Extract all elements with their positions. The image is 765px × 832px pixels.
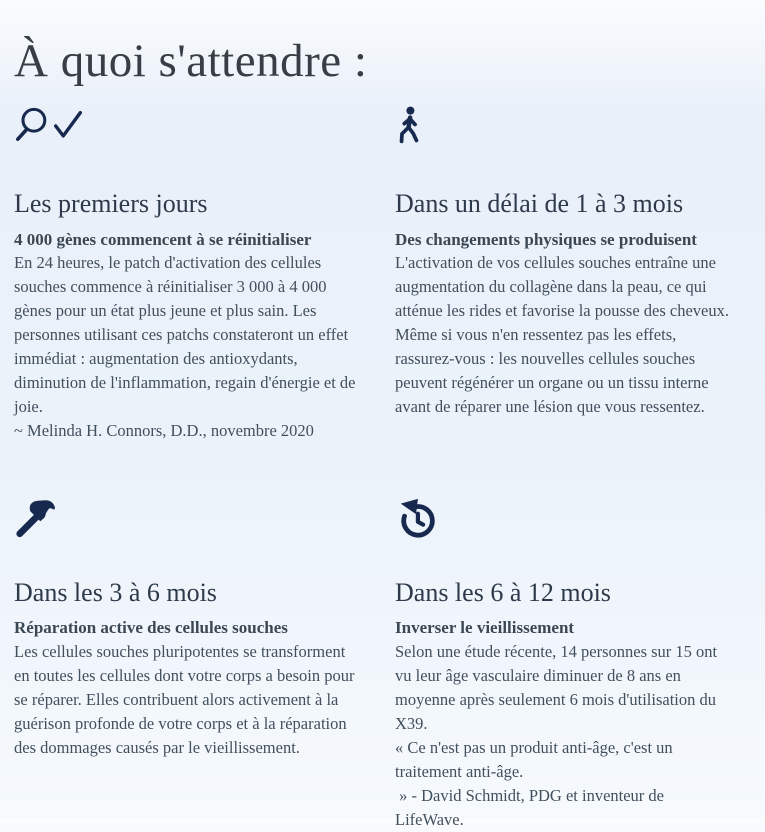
section-heading: Dans les 3 à 6 mois	[14, 577, 217, 607]
section-paragraph: En 24 heures, le patch d'activation des cellules souches commence à réinitialiser 3 000 à 4 000 gènes pour un état plus jeune et plus sain. Les personnes utilisant ces patchs constateront un effet immédiat : augmentation des antioxydants, diminution de l'inflammation, regain d'énergie et de joie.	[14, 253, 356, 416]
section-attribution: ~ Melinda H. Connors, D.D., novembre 2020	[14, 420, 314, 440]
sections-grid	[14, 106, 765, 832]
section-paragraph: Selon une étude récente, 14 personnes sur 15 ont vu leur âge vasculaire diminuer de 8 ans en moyenne après seulement 6 mois d'utilisation du X39.	[395, 642, 718, 734]
section-6-12-months	[395, 495, 729, 832]
section-quote: « Ce n'est pas un produit anti-âge, c'est un traitement anti-âge.	[395, 737, 673, 781]
section-subheading: 4 000 gènes commencent à se réinitialiser	[14, 229, 312, 249]
section-paragraph: L'activation de vos cellules souches entraîne une augmentation du collagène dans la peau, ce qui atténue les rides et favorise la pousse des cheveux. Même si vous n'en ressentez pas les effets, rassurez-vous : les nouvelles cellules souches peuvent régénérer un organe ou un tissu interne avant de réparer une lésion que vous ressentez.	[395, 253, 730, 416]
section-heading: Dans un délai de 1 à 3 mois	[395, 189, 684, 219]
section-subheading: Des changements physiques se produisent	[395, 229, 697, 249]
section-quote-attribution: » - David Schmidt, PDG et inventeur de LifeWave.	[395, 785, 664, 829]
walking-person-icon	[395, 106, 729, 146]
section-heading: Les premiers jours	[14, 189, 208, 219]
section-3-6-months	[14, 495, 364, 832]
magnifier-check-icon	[14, 106, 364, 146]
section-heading: Dans les 6 à 12 mois	[395, 577, 611, 607]
history-icon	[395, 495, 729, 535]
page-title: À quoi s'attendre :	[14, 35, 368, 87]
section-paragraph: Les cellules souches pluripotentes se transforment en toutes les cellules dont votre corps a besoin pour se réparer. Elles contribuent alors activement à la guérison profonde de votre corps et à la réparation des dommages causés par le vieillissement.	[14, 642, 355, 757]
section-subheading: Réparation active des cellules souches	[14, 618, 288, 638]
section-first-days	[14, 106, 364, 443]
section-1-3-months	[395, 106, 729, 443]
section-subheading: Inverser le vieillissement	[395, 618, 575, 638]
hammer-icon	[14, 495, 364, 535]
